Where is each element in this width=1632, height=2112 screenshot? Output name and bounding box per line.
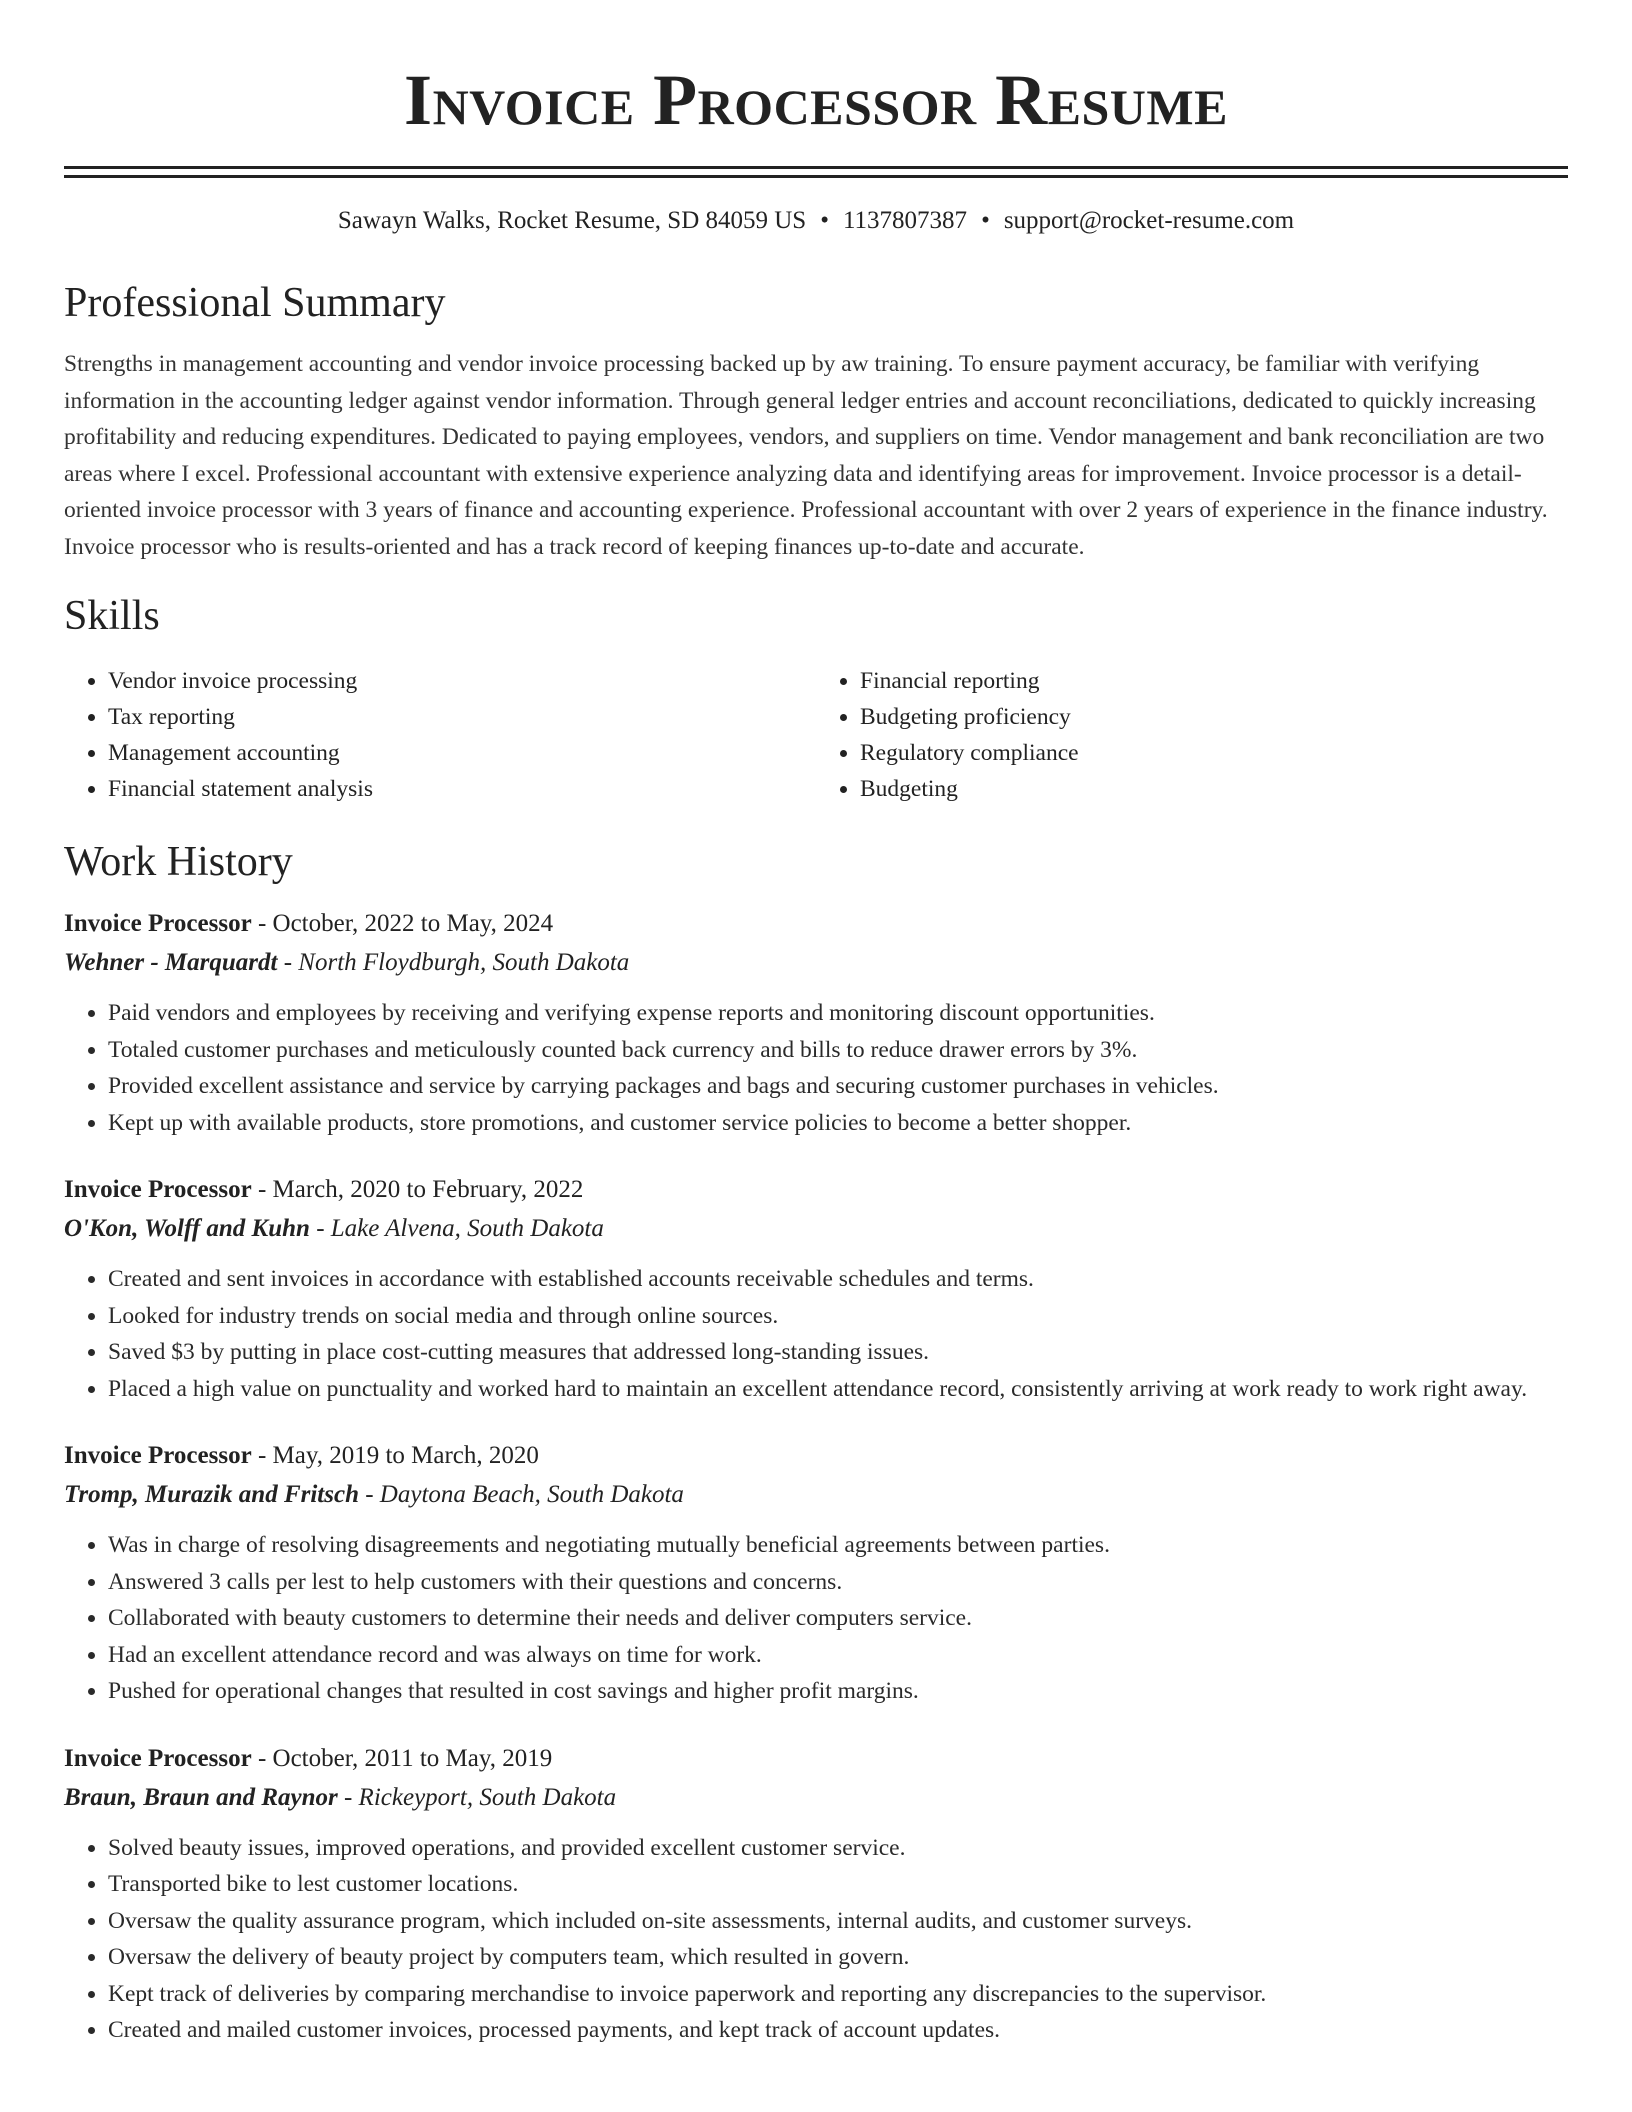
company-name: Tromp, Murazik and Fritsch <box>64 1481 359 1508</box>
company-location: - Lake Alvena, South Dakota <box>309 1215 604 1242</box>
skill-item: • Financial statement analysis <box>108 771 816 807</box>
job-title-line <box>64 1437 1568 1475</box>
contact-email: support@rocket-resume.com <box>1003 207 1295 234</box>
job-title-line <box>64 905 1568 943</box>
job-bullet: • Provided excellent assistance and service by carrying packages and bags and securing customer purchases in vehicles. <box>108 1068 1568 1105</box>
job-entry <box>64 905 1568 1141</box>
skills-list-left <box>64 663 816 807</box>
job-title: Invoice Processor <box>64 910 252 937</box>
company-location: - Rickeyport, South Dakota <box>337 1783 617 1811</box>
skills-columns <box>64 663 1568 807</box>
job-bullet: • Had an excellent attendance record and was always on time for work. <box>108 1637 1568 1674</box>
skill-item: • Budgeting proficiency <box>860 699 1568 735</box>
job-bullet: • Was in charge of resolving disagreements and negotiating mutually beneficial agreements between parties. <box>108 1527 1568 1564</box>
job-bullet: • Created and sent invoices in accordance with established accounts receivable schedules and terms. <box>108 1261 1568 1298</box>
job-bullet: • Pushed for operational changes that resulted in cost savings and higher profit margins. <box>108 1673 1568 1710</box>
summary-text: Strengths in management accounting and vendor invoice processing backed up by aw training. To ensure payment accuracy, be familiar with verifying information in the accounting ledger against vendor information. Through general ledger entries and account reconciliations, dedicated to quickly increasing profitability and reducing expenditures. Dedicated to paying employees, vendors, and suppliers on time. Vendor management and bank reconciliation are two areas where I excel. Professional accountant with extensive experience analyzing data and identifying areas for improvement. Invoice processor is a detail-oriented invoice processor with 3 years of finance and accounting experience. Professional accountant with over 2 years of experience in the finance industry. Invoice processor who is results-oriented and has a track record of keeping finances up-to-date and accurate. <box>64 351 1548 560</box>
contact-line <box>64 204 1568 238</box>
job-bullet: • Collaborated with beauty customers to determine their needs and deliver computers service. <box>108 1600 1568 1637</box>
skill-item: • Vendor invoice processing <box>108 663 816 699</box>
job-bullet: • Oversaw the delivery of beauty project by computers team, which resulted in govern. <box>108 1939 1568 1976</box>
contact-address: Sawayn Walks, Rocket Resume, SD 84059 US <box>337 207 807 234</box>
job-dates: - May, 2019 to March, 2020 <box>251 1442 539 1469</box>
company-line <box>64 1778 1568 1818</box>
work-history-heading: Work History <box>64 839 293 885</box>
company-name: Braun, Braun and Raynor <box>64 1783 338 1811</box>
title-divider-top <box>64 166 1568 169</box>
job-entry <box>64 1740 1568 2049</box>
job-bullet: • Saved $3 by putting in place cost-cutting measures that addressed long-standing issues. <box>108 1334 1568 1371</box>
company-location: - North Floydburgh, South Dakota <box>277 949 630 976</box>
skills-heading: Skills <box>64 593 160 639</box>
skill-item: • Financial reporting <box>860 663 1568 699</box>
job-bullets <box>64 995 1568 1141</box>
job-bullets <box>64 1261 1568 1407</box>
job-bullet: • Placed a high value on punctuality and worked hard to maintain an excellent attendance record, consistently arriving at work ready to work right away. <box>108 1371 1568 1408</box>
job-bullet: • Transported bike to lest customer locations. <box>108 1866 1568 1903</box>
company-line <box>64 943 1568 983</box>
job-dates: - October, 2011 to May, 2019 <box>251 1744 553 1772</box>
job-title-line <box>64 1171 1568 1209</box>
skill-item: • Tax reporting <box>108 699 816 735</box>
job-bullet: • Kept track of deliveries by comparing merchandise to invoice paperwork and reporting any discrepancies to the supervisor. <box>108 1976 1568 2013</box>
company-name: Wehner - Marquardt <box>64 949 278 976</box>
company-line <box>64 1209 1568 1249</box>
job-bullet: • Oversaw the quality assurance program, which included on-site assessments, internal audits, and customer surveys. <box>108 1903 1568 1940</box>
job-bullets <box>64 1830 1568 2049</box>
job-title-line <box>64 1740 1568 1778</box>
company-line <box>64 1475 1568 1515</box>
skill-item: • Management accounting <box>108 735 816 771</box>
job-bullet: • Paid vendors and employees by receiving and verifying expense reports and monitoring discount opportunities. <box>108 995 1568 1032</box>
company-location: - Daytona Beach, South Dakota <box>358 1481 684 1508</box>
skill-item: • Regulatory compliance <box>860 735 1568 771</box>
job-bullet: • Looked for industry trends on social media and through online sources. <box>108 1298 1568 1335</box>
contact-separator: • <box>820 207 829 234</box>
job-title: Invoice Processor <box>64 1744 252 1772</box>
job-entry <box>64 1171 1568 1407</box>
summary-heading: Professional Summary <box>64 280 446 326</box>
title-divider-bottom <box>64 175 1568 178</box>
contact-separator: • <box>981 207 990 234</box>
skill-item: • Budgeting <box>860 771 1568 807</box>
job-bullet: • Solved beauty issues, improved operations, and provided excellent customer service. <box>108 1830 1568 1867</box>
job-title: Invoice Processor <box>64 1442 252 1469</box>
contact-phone: 1137807387 <box>842 207 968 234</box>
job-bullets <box>64 1527 1568 1710</box>
job-dates: - October, 2022 to May, 2024 <box>251 910 554 937</box>
job-bullet: • Created and mailed customer invoices, processed payments, and kept track of account updates. <box>108 2012 1568 2049</box>
job-dates: - March, 2020 to February, 2022 <box>251 1176 584 1203</box>
skills-list-right <box>816 663 1568 807</box>
resume-title: Invoice Processor Resume <box>404 60 1228 140</box>
job-title: Invoice Processor <box>64 1176 252 1203</box>
job-bullet: • Answered 3 calls per lest to help customers with their questions and concerns. <box>108 1564 1568 1601</box>
job-bullet: • Kept up with available products, store promotions, and customer service policies to become a better shopper. <box>108 1105 1568 1142</box>
company-name: O'Kon, Wolff and Kuhn <box>64 1215 310 1242</box>
job-entry <box>64 1437 1568 1710</box>
job-bullet: • Totaled customer purchases and meticulously counted back currency and bills to reduce drawer errors by 3%. <box>108 1032 1568 1069</box>
